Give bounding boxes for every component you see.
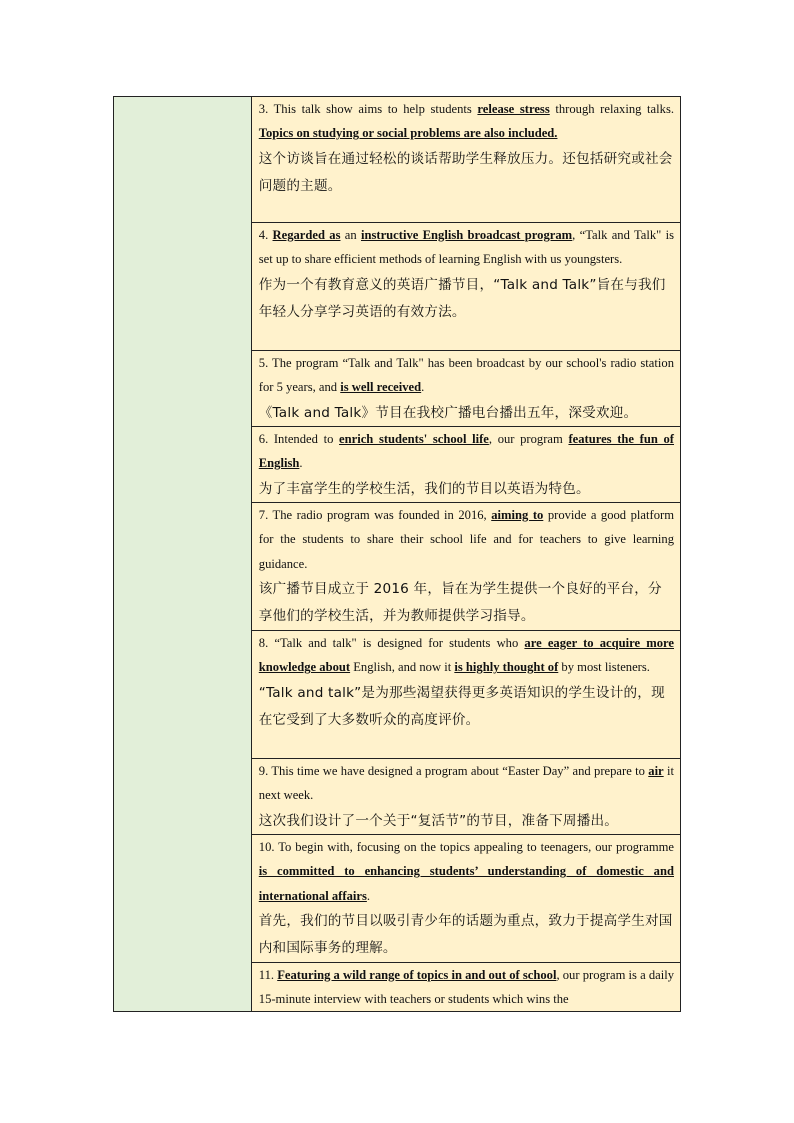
sentence-text: , “Talk and Talk" is set up to share efficient methods of learning English with us youngsters. (258, 228, 675, 267)
sentence-text: an (340, 228, 361, 242)
sentence-row (252, 759, 680, 835)
highlighted-phrase: Regarded as (272, 228, 341, 242)
sentence-row (252, 351, 680, 427)
chinese-translation: 这次我们设计了一个关于“复活节”的节目，准备下周播出。 (258, 812, 619, 829)
english-sentence (259, 759, 674, 808)
english-sentence (259, 97, 674, 146)
sentence-row (252, 427, 680, 503)
highlighted-phrase: enrich students' school life (339, 432, 489, 446)
chinese-translation: 首先，我们的节目以吸引青少年的话题为重点，致力于提高学生对国内和国际事务的理解。 (258, 913, 673, 957)
english-sentence (259, 963, 674, 1011)
highlighted-phrase: instructive English broadcast program (360, 228, 573, 242)
sentence-row (252, 631, 680, 759)
sentence-row (252, 503, 680, 631)
sentence-row (252, 835, 680, 963)
highlighted-phrase: features the fun of English (258, 432, 675, 471)
sentence-text: it next week. (258, 764, 674, 803)
chinese-translation: 为了丰富学生的学校生活，我们的节目以英语为特色。 (258, 480, 590, 497)
highlighted-phrase: is highly thought of (454, 660, 559, 675)
sentence-text: , our program is a daily 15-minute interview with teachers or students which wins the (258, 968, 674, 1007)
sentence-text: 7. The radio program was founded in 2016, (258, 508, 492, 522)
sentence-text: 11. (258, 968, 278, 982)
sentence-text: by most listeners. (558, 660, 650, 675)
sentence-text: 5. The program “Talk and Talk" has been broadcast by our school's radio station for 5 years, and (258, 356, 674, 395)
highlighted-phrase: Featuring a wild range of topics in and out of school (277, 968, 557, 982)
chinese-translation: “Talk and talk”是为那些渴望获得更多英语知识的学生设计的，现在它受到了大多数听众的高度评价。 (258, 684, 665, 728)
sentence-text: . (421, 380, 425, 395)
sentence-text: , our program (488, 432, 569, 446)
highlighted-phrase: release stress (477, 102, 550, 116)
highlighted-phrase: air (648, 764, 664, 778)
highlighted-phrase: are eager to acquire more knowledge about (258, 636, 674, 675)
sentence-text: . (366, 888, 371, 903)
sentence-text: 6. Intended to (258, 432, 340, 446)
sentence-column (252, 97, 680, 1011)
sentence-text: through relaxing talks. (549, 102, 674, 116)
chinese-translation: 该广播节目成立于 2016 年，旨在为学生提供一个良好的平台，分享他们的学校生活，并为教师提供学习指导。 (258, 581, 662, 625)
sentence-text: 9. This time we have designed a program about “Easter Day” and prepare to (258, 764, 649, 778)
sentence-text: 3. This talk show aims to help students (258, 102, 478, 116)
english-sentence (259, 631, 674, 680)
english-sentence (259, 427, 674, 476)
english-sentence (259, 503, 674, 576)
sentence-text: . (299, 456, 303, 471)
english-sentence (259, 835, 674, 908)
chinese-translation: 《Talk and Talk》节目在我校广播电台播出五年，深受欢迎。 (258, 404, 638, 421)
content-table (113, 96, 681, 1012)
sentence-row (252, 97, 680, 223)
sentence-row (252, 963, 680, 1011)
highlighted-phrase: is committed to enhancing students’ understanding of domestic and international affairs (258, 864, 674, 903)
english-sentence (259, 351, 674, 400)
sentence-text: English, and now it (350, 660, 455, 675)
sentence-row (252, 223, 680, 351)
sentence-text: provide a good platform for the students to share their school life and for teachers to give learning guidance. (258, 508, 674, 571)
sentence-text: 10. To begin with, focusing on the topics appealing to teenagers, our programme (258, 840, 674, 854)
sentence-text: 4. (258, 228, 273, 242)
english-sentence (259, 223, 674, 272)
label-column (114, 97, 252, 1011)
chinese-translation: 作为一个有教育意义的英语广播节目，“Talk and Talk”旨在与我们年轻人分享学习英语的有效方法。 (258, 276, 666, 320)
highlighted-phrase: is well received (340, 380, 422, 395)
sentence-text: 8. “Talk and talk" is designed for students who (258, 636, 525, 650)
highlighted-phrase: Topics on studying or social problems are also included. (258, 126, 558, 141)
chinese-translation: 这个访谈旨在通过轻松的谈话帮助学生释放压力。还包括研究或社会问题的主题。 (258, 150, 673, 194)
highlighted-phrase: aiming to (491, 508, 544, 522)
